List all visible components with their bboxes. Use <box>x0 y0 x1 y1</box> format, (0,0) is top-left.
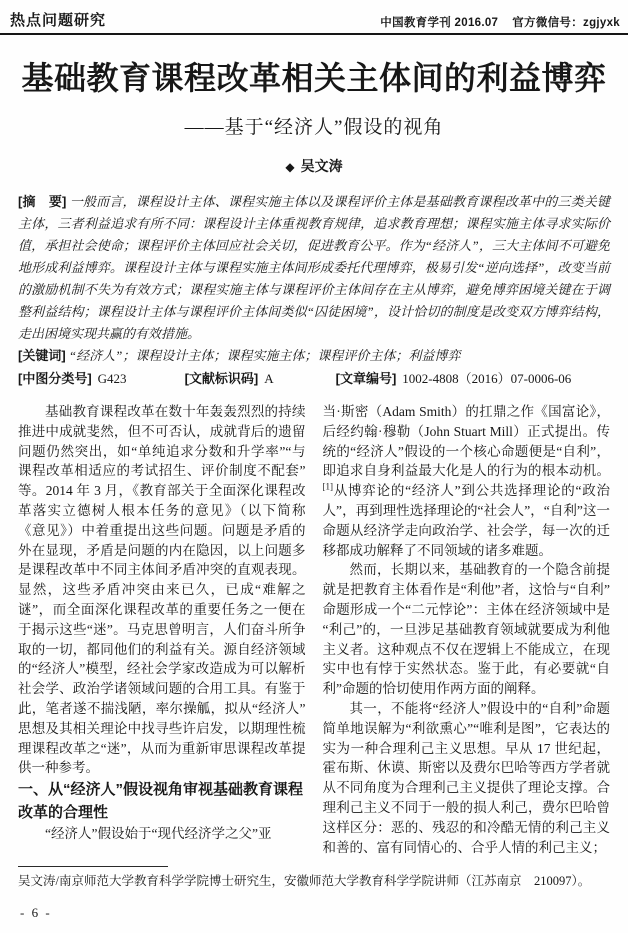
journal-issue: 中国教育学刊 2016.07 <box>380 17 499 29</box>
article-id-segment <box>336 367 572 390</box>
keywords-paragraph <box>18 345 610 367</box>
body-columns <box>18 402 610 857</box>
paragraph-text-b: 从博弈论的“经济人”到公共选择理论的“政治人”，再到理性选择理论的“社会人”，“自利”这一命题从经济学走向政治学、社会学，每一次的迁移都成功解释了不同领域的诸多难题。 <box>322 483 610 558</box>
abstract-text: 一般而言，课程设计主体、课程实施主体以及课程评价主体是基础教育课程改革中的三类关键主体，三者利益追求有所不同：课程设计主体重视教育规律，追求教育理想；课程实施主体寻求实际价值，承担社会使命；课程评价主体回应社会关切，促进教育公平。作为“经济人”，三大主体间不可避免地形成利益博弈。课程设计主体与课程实施主体间形成委托代理博弈，极易引发“逆向选择”，改变当前的激励机制不失为有效方式；课程实施主体与课程评价主体间存在主从博弈，避免博弈困境关键在于调整利益结构；课程设计主体与课程评价主体间类似“囚徒困境”，设计恰切的制度是改变双方博弈结构，走出困境实现共赢的有效措施。 <box>18 194 610 341</box>
section-heading-1: 一、从“经济人”假设视角审视基础教育课程改革的合理性 <box>18 781 304 822</box>
page-header <box>0 0 628 35</box>
abstract-paragraph <box>18 191 610 345</box>
article-title: 基础教育课程改革相关主体间的利益博弈 <box>21 60 607 96</box>
author-name: 吴文涛 <box>300 158 343 174</box>
page-number: - 6 - <box>20 905 52 920</box>
author-footnote: 吴文涛/南京师范大学教育科学学院博士研究生，安徽师范大学教育科学学院讲师（江苏南京 210097）。 <box>18 874 591 889</box>
doc-code-value: A <box>264 371 274 386</box>
keywords-label: [关键词] <box>18 348 66 363</box>
paragraph-first-point: 其一，不能将“经济人”假设中的“自利”命题简单地误解为“利欲熏心”“唯利是图”，它表达的实为一种合理利己主义思想。早从 17 世纪起，霍布斯、休谟、斯密以及费尔巴哈等西方学者就从不同角度为合理利己主义提供了理论支撑。合理利己主义不同于一般的损人利己，费尔巴哈曾这样区分：恶的、残忍的和冷酷无情的利己主义和善的、富有同情心的、合乎人情的利己主义； <box>322 700 610 855</box>
paragraph-text-a: 当·斯密（Adam Smith）的扛鼎之作《国富论》，后经约翰·穆勒（John Stuart Mill）正式提出。传统的“经济人”假设的一个核心命题便是“自利”，即追求自身利益最大化是人的行为的根本动机。 <box>322 404 610 479</box>
doc-code-label: [文献标识码] <box>184 371 259 386</box>
paragraph-however: 然而，长期以来，基础教育的一个隐含前提就是把教育主体看作是“利他”者，这恰与“自利”命题形成一个“二元悖论”：主体在经济领域中是“利己”的，一旦涉足基础教育领域就要成为利他主义者。这种观点不仅在逻辑上不能成立，在现实中也有悖于实然状态。鉴于此，有必要就“自利”命题的恰切使用作两方面的阐释。 <box>322 562 610 697</box>
section1-paragraph-start: “经济人”假设始于“现代经济学之父”亚 <box>45 826 272 842</box>
keywords-text: “经济人”；课程设计主体；课程实施主体；课程评价主体；利益博弈 <box>68 348 461 363</box>
body-left-column <box>18 402 306 857</box>
clc-value: G423 <box>97 371 127 386</box>
section1-paragraph-continued <box>323 402 611 560</box>
classification-line <box>18 367 610 390</box>
journal-info <box>380 14 620 30</box>
column-section-title: 热点问题研究 <box>10 12 107 29</box>
author-line <box>0 156 628 176</box>
doc-code-segment <box>185 367 274 390</box>
meta-block <box>18 191 610 367</box>
citation-ref-1: [1] <box>322 481 333 492</box>
footnote-divider <box>18 866 168 867</box>
wechat-id: 官方微信号：zgjyxk <box>512 17 620 29</box>
clc-segment <box>18 367 127 390</box>
diamond-icon: ◆ <box>285 160 295 174</box>
clc-label: [中图分类号] <box>18 371 92 386</box>
abstract-label: [摘 要] <box>18 194 67 209</box>
body-right-column <box>323 402 611 857</box>
article-id-label: [文章编号] <box>335 371 397 386</box>
article-subtitle: ——基于“经济人”假设的视角 <box>184 117 444 138</box>
intro-paragraph: 基础教育课程改革在数十年轰轰烈烈的持续推进中成就斐然，但不可否认，成就背后的遗留问题仍然突出，如“单纯追求分数和升学率”“与课程改革相适应的考试招生、评价制度不配套”等。2014 年 3 月，《教育部关于全面深化课程改革落实立德树人根本任务的意见》（以下简称《意见》）中着重提出这些问题。问题是矛盾的外在显现，矛盾是问题的内在隐因，以上问题多是课程改革中不同主体间矛盾冲突的直观表现。显然，这些矛盾冲突由来已久，已成“难解之谜”，而全面深化课程改革的重要任务之一便在于揭示这些“迷”。马克思曾明言，人们奋斗所争取的一切，都同他们的利益有关。源自经济领域的“经济人”模型，经社会学家改造成为可以解析社会学、政治学诸领域问题的合用工具。有鉴于此，笔者遂不揣浅陋，率尔操觚，拟从“经济人”思想及其相关理论中找寻些许启发，以期理性梳理课程改革之“迷”，从而为重新审思课程改革提供一种参考。 <box>18 404 306 776</box>
article-id-value: 1002-4808（2016）07-0006-06 <box>402 371 572 386</box>
